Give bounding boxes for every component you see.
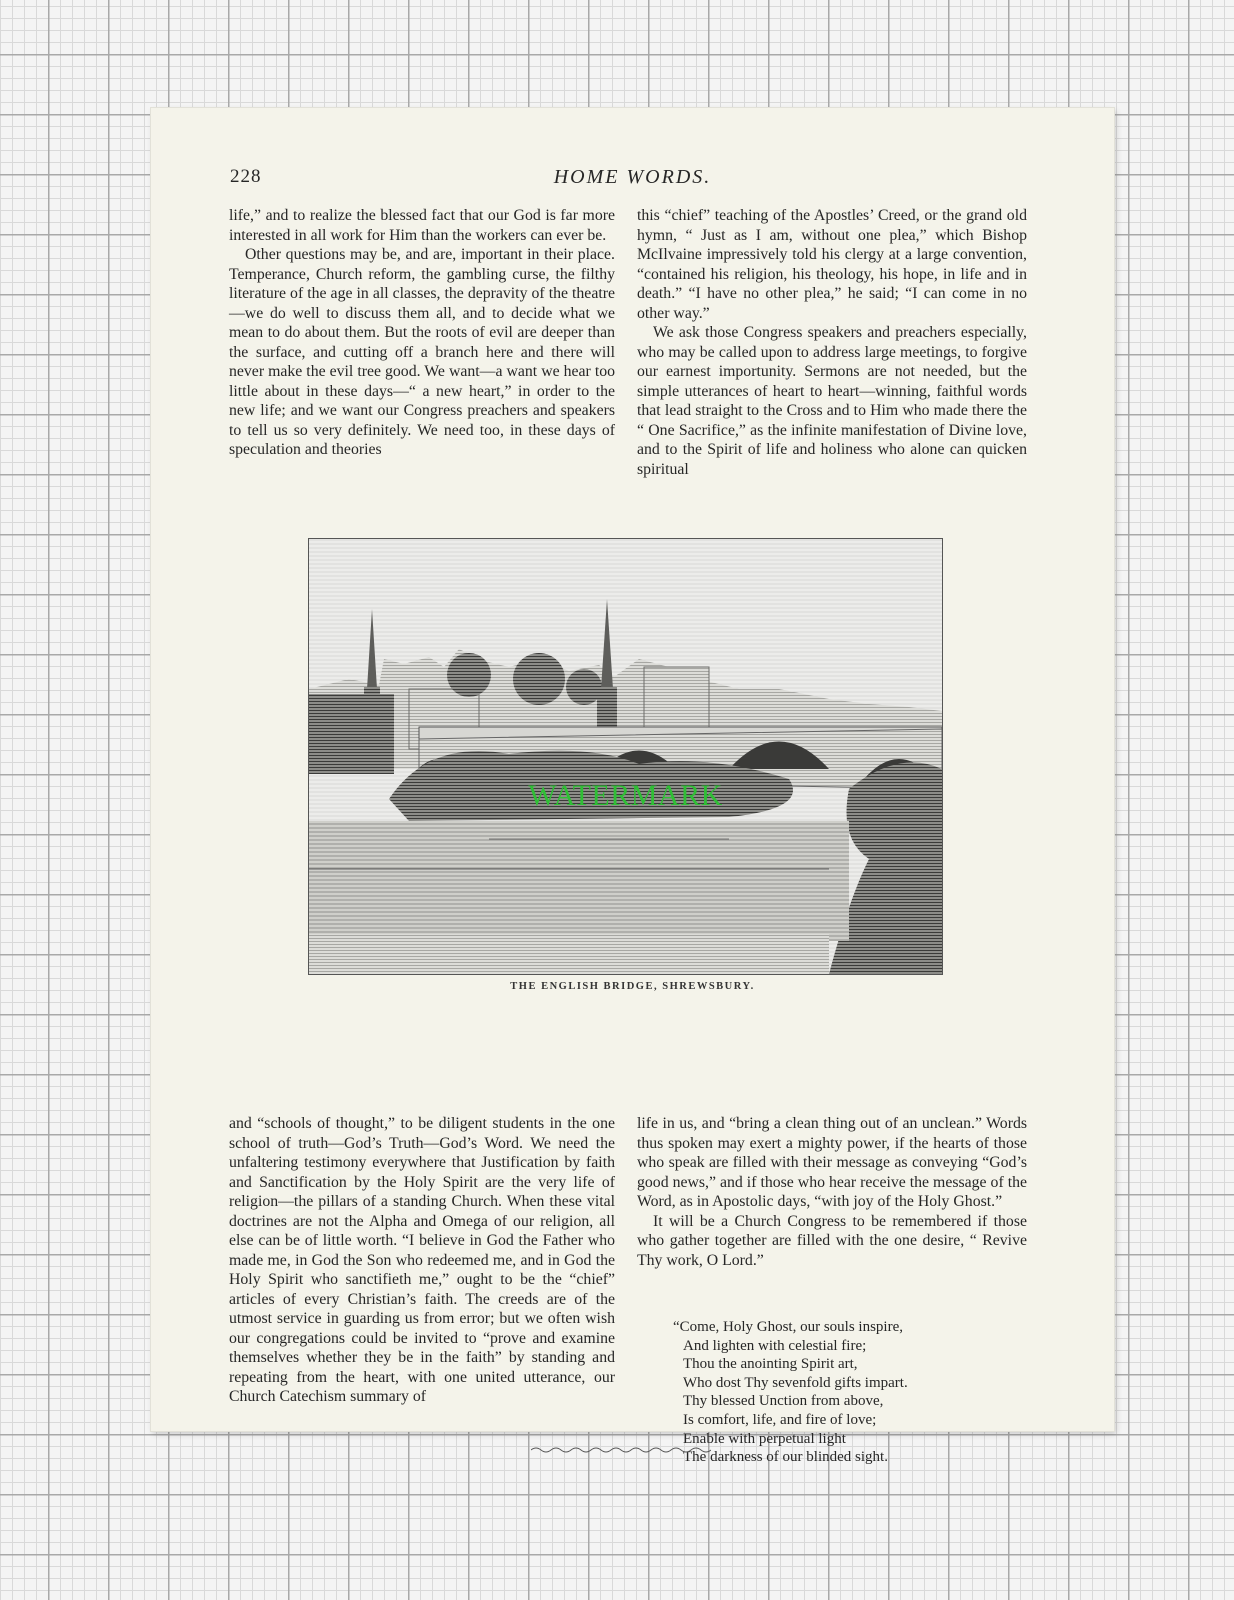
figure-caption: THE ENGLISH BRIDGE, SHREWSBURY. (510, 981, 755, 992)
paragraph: and “schools of thought,” to be diligent students in the one school of truth—God’s Truth—God’s Word. We need the unfaltering testimony everywhere that Justification by faith and Sanctification by the Holy Spirit are the very life of religion—the pillars of a standing Church. When these vital doctrines are not the Alpha and Omega of our religion, all else can be of little worth. “I believe in God the Father who made me, in God the Son who redeemed me, and in God the Holy Spirit who sanctifieth me,” ought to be the “chief” articles of every Christian’s faith. The creeds are of the utmost service in guarding us from error; but we often wish our congregations could be invited to “prove and examine themselves whether they be in the faith” by standing and repeating from the heart, with one united utterance, our Church Catechism summary of (229, 1115, 615, 1405)
column-bottom-right (637, 1114, 1027, 1270)
ornamental-rule (531, 1445, 711, 1455)
verse-line: Thy blessed Unction from above, (683, 1393, 884, 1410)
verse-line: And lighten with celestial fire; (683, 1337, 867, 1354)
bridge-illustration (308, 538, 943, 975)
column-bottom-left (229, 1114, 615, 1407)
verse-line: Thou the anointing Spirit art, (683, 1356, 858, 1373)
verse-line: “Come, Holy Ghost, our souls inspire, (673, 1319, 903, 1335)
watermark-text: WATERMARK (528, 779, 723, 812)
verse-line: Is comfort, life, and fire of love; (683, 1411, 877, 1428)
verse-line: The darkness of our blinded sight. (683, 1449, 888, 1466)
paragraph: life,” and to realize the blessed fact that our God is far more interested in all work for Him than the workers can ever be. (229, 207, 615, 244)
verse-line: Who dost Thy sevenfold gifts impart. (683, 1374, 908, 1391)
page-number: 228 (230, 166, 262, 187)
verse-line: Enable with perpetual light (683, 1430, 846, 1447)
magazine-page (151, 108, 1114, 1466)
running-title: HOME WORDS. (553, 166, 712, 188)
paragraph: Other questions may be, and are, important in their place. Temperance, Church reform, the gambling curse, the filthy literature of the age in all classes, the depravity of the theatre—we do well to discuss them all, and to decide what we mean to do about them. But the roots of evil are deeper than the surface, and cutting off a branch here and there will never make the evil tree good. We want—a want we hear too little about in these days—“ a new heart,” in order to the new life; and we want our Congress preachers and speakers to tell us so very definitely. We need too, in these days of speculation and theories (229, 246, 615, 458)
column-top-right (637, 206, 1027, 479)
engraving-image (309, 539, 942, 974)
column-top-left (229, 206, 615, 460)
paragraph: We ask those Congress speakers and preachers especially, who may be called upon to address large meetings, to forgive our earnest importunity. Sermons are not needed, but the simple utterances of heart to heart—winning, faithful words that lead straight to the Cross and to Him who made there the “ One Sacrifice,” as the infinite manifestation of Divine love, and to the Spirit of life and holiness who alone can quicken spiritual (637, 324, 1027, 478)
paragraph: It will be a Church Congress to be remembered if those who gather together are filled with the one desire, “ Revive Thy work, O Lord.” (637, 1212, 1027, 1269)
paragraph: life in us, and “bring a clean thing out of an unclean.” Words thus spoken may exert a mighty power, if the hearts of those who speak are filled with their message as conveying “God’s good news,” and if those who hear receive the message of the Word, as in Apostolic days, “with joy of the Holy Ghost.” (637, 1115, 1027, 1210)
paragraph: this “chief” teaching of the Apostles’ Creed, or the grand old hymn, “ Just as I am, without one plea,” which Bishop McIlvaine impressively told his clergy at a large convention, “contained his religion, his theology, his hope, in life and in death.” “I have no other plea,” he said; “I can come in no other way.” (637, 207, 1027, 322)
